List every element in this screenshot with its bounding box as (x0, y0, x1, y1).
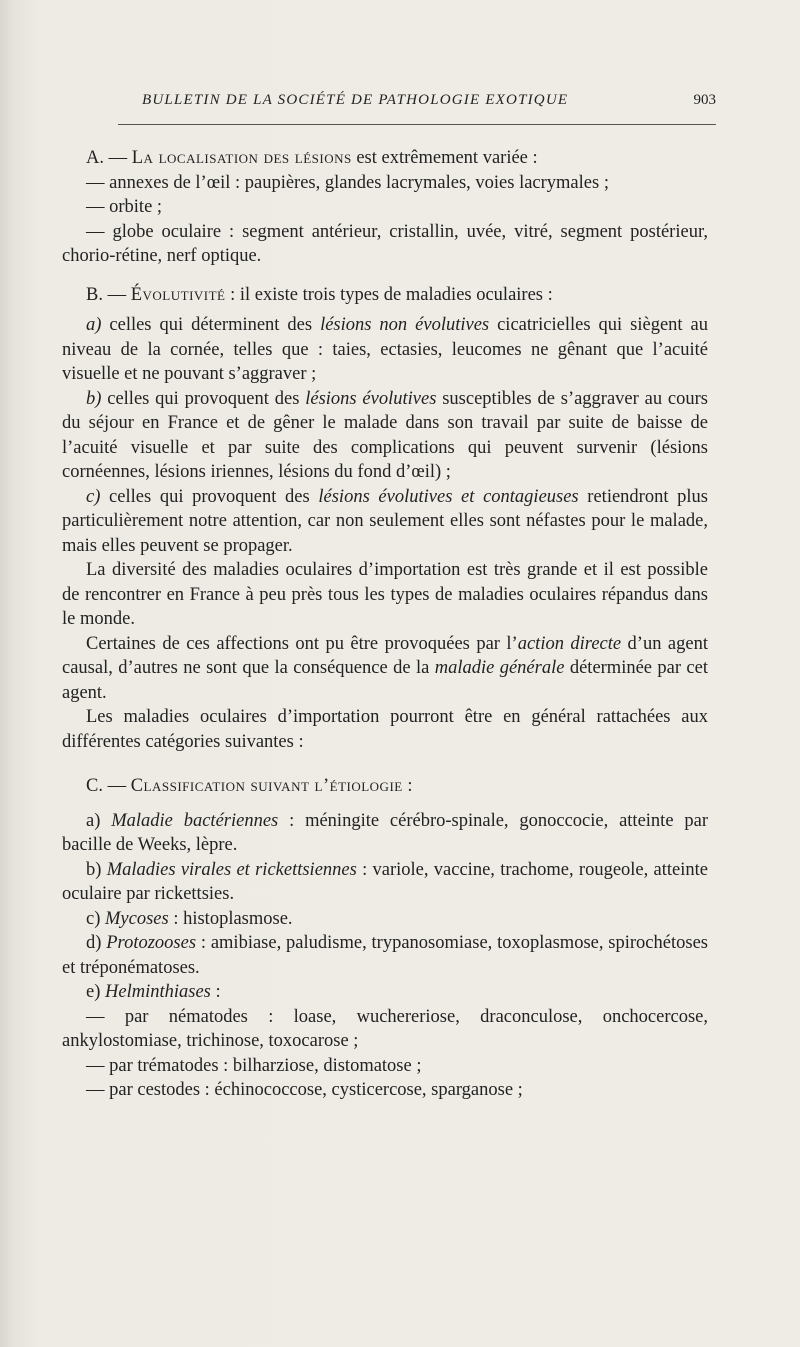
para2-emphasis-2: maladie générale (434, 658, 565, 678)
section-a-item-orbite: — orbite ; (86, 197, 163, 217)
category-c (62, 907, 708, 932)
running-title: BULLETIN DE LA SOCIÉTÉ DE PATHOLOGIE EXOTIQUE (142, 92, 569, 108)
paragraph-maladies: Les maladies oculaires d’importation pourront être en général rattachées aux différentes catégories suivantes : (62, 707, 708, 752)
cat-c-marker: c) (86, 908, 105, 929)
type-a-marker: a) (86, 315, 102, 335)
cat-e-title: Helminthiases (105, 982, 211, 1002)
type-a-text-post: cicatricielles qui siègent au niveau de la cornée, telles que : taies, ectasies, leucomes ne gênant que l’acuité visuelle et ne pouvant s’aggraver ; (62, 315, 708, 384)
cat-d-marker: d) (86, 933, 107, 953)
cat-a-title: Maladie bactériennes (111, 810, 279, 831)
section-c-title: Classification suivant l’étiologie (130, 776, 403, 796)
section-a-letter: A. — (86, 148, 128, 168)
category-d (62, 931, 708, 980)
running-header (118, 90, 716, 125)
type-b-emphasis: lésions évolutives (305, 388, 437, 409)
section-b-title: Évolutivité (130, 284, 226, 305)
helminth-nematodes: — par nématodes : loase, wuchereriose, draconculose, onchocercose, ankylostomiase, trichinose, toxocarose ; (62, 1006, 708, 1051)
para2-emphasis-1: action directe (517, 633, 622, 654)
type-c-text-post: retiendront plus particulièrement notre attention, car non seulement elles sont néfastes pour le malade, mais elles peuvent se propager. (62, 486, 708, 556)
category-a (62, 809, 708, 858)
cat-b-text: : variole, vaccine, trachome, rougeole, atteinte oculaire par rickettsies. (62, 859, 708, 904)
cat-a-marker: a) (86, 810, 112, 831)
type-c-emphasis: lésions évolutives et contagieuses (318, 486, 579, 507)
cat-d-text: : amibiase, paludisme, trypanosomiase, toxoplasmose, spirochétoses et tréponématoses. (62, 933, 708, 978)
section-c-letter: C. — (86, 776, 127, 796)
type-c-marker: c) (86, 486, 101, 507)
cat-e-text: : (210, 982, 221, 1002)
spacer (62, 754, 708, 774)
cat-e-marker: e) (86, 982, 105, 1002)
section-b-heading (62, 283, 708, 308)
category-b (62, 858, 708, 907)
section-a-title: La localisation des lésions (131, 148, 352, 168)
section-b-lead: : il existe trois types de maladies oculaires : (225, 284, 553, 305)
para2-text-pre: Certaines de ces affections ont pu être provoquées par l’ (86, 633, 518, 654)
section-c-heading (62, 774, 708, 799)
type-b-text-post: susceptibles de s’aggraver au cours du séjour en France et de gêner le malade dans son travail par suite de baisse de l’acuité visuelle et par suite des complications qui peuvent survenir (lésions cornéennes, lésions iriennes, lésions du fond d’œil) ; (62, 388, 708, 482)
helminth-trematodes: — par trématodes : bilharziose, distomatose ; (86, 1055, 422, 1076)
category-e (62, 980, 708, 1005)
para2-text-mid: d’un agent causal, d’autres ne sont que la conséquence de la (62, 633, 708, 678)
para2-text-post: déterminée par cet agent. (62, 658, 708, 703)
spacer (62, 799, 708, 809)
type-c-text-pre: celles qui provoquent des (100, 486, 319, 507)
helminth-cestodes: — par cestodes : échinococcose, cysticercose, sparganose ; (86, 1080, 523, 1100)
paragraph-diversite: La diversité des maladies oculaires d’importation est très grande et il est possible de rencontrer en France à peu près tous les types de maladies oculaires répandus dans le monde. (62, 560, 708, 629)
paragraph-certaines (62, 632, 708, 706)
section-b-type-a (62, 313, 708, 387)
section-a-lead: est extrêmement variée : (351, 148, 538, 168)
type-b-marker: b) (86, 388, 102, 409)
cat-c-text: : histoplasmose. (168, 908, 293, 929)
page-number: 903 (693, 92, 716, 108)
spacer (62, 269, 708, 283)
section-b-type-b (62, 387, 708, 485)
body-text (62, 146, 708, 1103)
type-a-text-pre: celles qui déterminent des (101, 315, 321, 335)
cat-b-marker: b) (86, 859, 107, 880)
section-a-item-globe: — globe oculaire : segment antérieur, cristallin, uvée, vitré, segment postérieur, chorio-rétine, nerf optique. (62, 221, 708, 266)
section-c-lead: : (402, 776, 413, 796)
section-a-item-annexes: — annexes de l’œil : paupières, glandes lacrymales, voies lacrymales ; (86, 172, 609, 193)
cat-c-title: Mycoses (105, 908, 169, 929)
type-b-text-pre: celles qui provoquent des (101, 388, 306, 409)
section-b-letter: B. — (86, 284, 127, 305)
cat-b-title: Maladies virales et rickettsiennes (106, 859, 357, 880)
section-b-type-c (62, 485, 708, 559)
section-a-heading (62, 146, 708, 171)
cat-a-text: : méningite cérébro-spinale, gonoccocie, atteinte par bacille de Weeks, lèpre. (62, 810, 708, 855)
type-a-emphasis: lésions non évolutives (320, 315, 490, 335)
cat-d-title: Protozooses (106, 933, 197, 953)
